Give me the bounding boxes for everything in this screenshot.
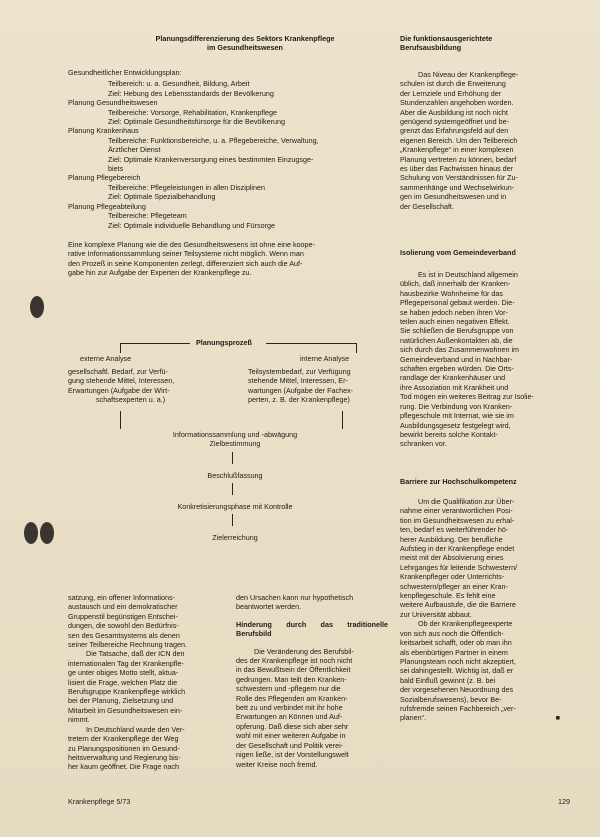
text-line: genügend systemgeöffnet und be- xyxy=(400,117,509,127)
text-line: Pflegepersonal gebaut werden. Die- xyxy=(400,298,515,308)
external-analysis-text xyxy=(68,367,218,405)
text-line: des der Krankenpflege ist noch nicht xyxy=(236,656,353,666)
text-line: Mitarbeit im Gesundheitswesen ein- xyxy=(68,705,183,715)
text-line: bei der Planung, Zielsetzung und xyxy=(68,696,174,706)
text-line: Aufstieg in der Krankenpflege endet xyxy=(400,544,515,554)
text-line: Stundenzahlen angehoben worden. xyxy=(400,98,514,108)
text-line: Sozialberufswesens), bevor Be- xyxy=(400,694,502,704)
text-line: es über das Fachwissen hinaus der xyxy=(400,164,514,174)
text-line: randlage der Krankenhäuser und xyxy=(400,373,506,383)
text-line: der Lernziele und Erhöhung der xyxy=(400,88,502,98)
intro-paragraph xyxy=(68,240,388,278)
connector-internal xyxy=(342,411,343,429)
text-line: weitere Aufbaustufe, die die Barriere xyxy=(400,600,516,610)
text-line: seiner Teilbereiche Rechnung tragen. xyxy=(68,640,187,650)
planning-hierarchy xyxy=(68,68,388,230)
step-goal-line: Zielbestimmung xyxy=(209,439,261,449)
subheading-traditional: Hinderung durch das traditionelle Berufsbild xyxy=(236,619,388,639)
text-line: Krankenpfleger oder Unterrichts- xyxy=(400,572,505,582)
hierarchy-line: Planung Gesundheitswesen xyxy=(68,98,158,108)
section-title-line2: im Gesundheitswesen xyxy=(207,43,283,53)
text-line: Erwartungen an Können und Auf- xyxy=(236,712,343,722)
text-line: der Gesellschaft. xyxy=(400,201,454,211)
hierarchy-line: Planung Pflegebereich xyxy=(68,173,141,183)
process-label: Planungsprozeß xyxy=(196,338,252,347)
text-line: in das Bewußtsein der Öffentlichkeit xyxy=(236,665,351,675)
paragraph-isolation xyxy=(400,270,560,449)
step-information-line: Informationssammlung und -abwägung xyxy=(172,430,298,439)
text-line: natürlichen Außenkontakten ab, die xyxy=(400,335,513,345)
hierarchy-line: Ziel: Hebung des Lebensstandards der Bevölkerung xyxy=(108,88,274,98)
external-line: gesellschaftl. Bedarf, zur Verfü- xyxy=(68,367,168,376)
text-line: ten, bedarf es weiterführender hö- xyxy=(400,525,509,535)
text-line: schwestern und -pflegern nur die xyxy=(236,684,341,694)
process-line-left xyxy=(120,343,190,344)
paragraph-training xyxy=(400,70,560,211)
punch-hole-top xyxy=(30,296,44,318)
internal-analysis-text xyxy=(248,367,398,405)
heading-university-barrier: Barriere zur Hochschulkompetenz xyxy=(400,477,517,486)
step-implementation: Konkretisierungsphase mit Kontrolle xyxy=(177,502,293,511)
step-goal-achieved: Zielerreichung xyxy=(212,533,258,542)
text-line: der vorgesehenen Neuordnung des xyxy=(400,685,514,695)
heading-line: Berufsausbildung xyxy=(400,43,462,53)
hierarchy-line: Ziel: Optimale Gesundheitsfürsorge für die Bevölkerung xyxy=(108,117,285,127)
text-line: zu Planungspositionen im Gesund- xyxy=(68,743,180,753)
heading-vocational-training xyxy=(400,34,560,53)
text-line: internationalen Tag der Krankenpfle- xyxy=(68,658,184,668)
text-line: rufsfremde seinen Fachbereich „ver- xyxy=(400,703,516,713)
text-line: eigenen Bereich. Um den Teilbereich xyxy=(400,135,518,145)
internal-line: perten, z. B. der Krankenpflege) xyxy=(248,395,350,405)
hierarchy-line: Planung Pflegeabteilung xyxy=(68,201,146,211)
text-line: gen im Gesundheitswesen und in xyxy=(400,192,507,202)
text-line: als ebenbürtigen Partner in einem xyxy=(400,647,508,657)
hierarchy-line: Teilbereich: u. a. Gesundheit, Bildung, Arbeit xyxy=(108,79,250,89)
text-line: schaften ergeben würden. Die Orts- xyxy=(400,364,514,374)
hierarchy-line: biets xyxy=(108,164,124,174)
process-tick-left xyxy=(120,343,121,353)
text-line: wohl mit einer weiteren Aufgabe in xyxy=(236,731,346,741)
connector-step1 xyxy=(232,452,233,464)
text-line: bett zu und verbindet mit ihr hohe xyxy=(236,703,343,713)
text-line: Es ist in Deutschland allgemein xyxy=(418,270,518,279)
hierarchy-line: Gesundheitlicher Entwicklungsplan: xyxy=(68,68,182,77)
paragraph-university-barrier xyxy=(400,497,560,723)
text-line: nahme einer verantwortlichen Posi- xyxy=(400,506,513,516)
text-line: weiter Kreise noch fremd. xyxy=(236,759,318,769)
text-line: Aber die Ausbildung ist noch nicht xyxy=(400,107,508,117)
text-line: Die Veränderung des Berufsbil- xyxy=(254,646,354,656)
text-line: opferung. Daß diese sich aber sehr xyxy=(236,721,349,731)
text-line: Um die Qualifikation zur Über- xyxy=(418,497,515,506)
text-line: Schulung von Verständnissen für Zu- xyxy=(400,173,518,183)
text-line: sich durch das Zusammenwohnen im xyxy=(400,345,520,355)
section-title xyxy=(110,34,380,53)
internal-line: stehende Mittel, Interessen, Er- xyxy=(248,376,348,386)
text-line: teilen auch einen negativen Effekt. xyxy=(400,317,510,327)
text-line: Ausbildungsgesetz festgelegt wird, xyxy=(400,420,511,430)
hierarchy-line: Teilbereiche: Funktionsbereiche, u. a. Pflegebereiche, Verwaltung, xyxy=(108,135,319,145)
connector-external xyxy=(120,411,121,429)
text-line: tretern der Krankenpflege der Weg xyxy=(68,734,179,744)
text-line: Gruppenstil begünstigen Entschei- xyxy=(68,611,178,621)
last-line-row xyxy=(400,713,560,722)
text-line: dungen, die sowohl den Bedürfnis- xyxy=(68,621,179,631)
text-line: her kaum geöffnet. Die Frage nach xyxy=(68,762,179,772)
internal-analysis-label: interne Analyse xyxy=(300,354,350,363)
intro-line: gabe hin zur Aufgabe der Experten der Krankenpflege zu. xyxy=(68,268,252,278)
heading-isolation: Isolierung vom Gemeindeverband xyxy=(400,248,516,257)
section-title-line1: Planungsdifferenzierung des Sektors Krankenpflege xyxy=(155,34,335,43)
hierarchy-line: Teilbereiche: Pflegeleistungen in allen Disziplinen xyxy=(108,182,266,192)
text-line: pflegeschule mit Internat, wie sie im xyxy=(400,411,514,421)
intro-line: rative Informationssammlung seiner Teilsysteme nicht möglich. Wenn man xyxy=(68,249,304,259)
text-line: satzung, ein offener Informations- xyxy=(68,593,175,602)
connector-step3 xyxy=(232,514,233,526)
text-line: Das Niveau der Krankenpflege- xyxy=(418,70,519,79)
bottom-column-2 xyxy=(236,593,388,769)
text-line: sammenhänge und Wechselwirkun- xyxy=(400,182,515,192)
external-line: schaftsexperten u. a.) xyxy=(96,395,166,405)
text-line: bewirkt bereits solche Kontakt- xyxy=(400,429,498,439)
process-line-right xyxy=(266,343,356,344)
text-line: lisiert die Frage, welchen Platz die xyxy=(68,677,178,687)
step-information xyxy=(150,430,320,449)
step-decision: Beschlußfassung xyxy=(207,471,263,480)
connector-step2 xyxy=(232,483,233,495)
text-line: nimmt. xyxy=(68,715,90,725)
text-line: zur Universität abbaut. xyxy=(400,609,472,619)
text-line: Tod mögen ein weiteres Beitrag zur Isolie- xyxy=(400,392,534,402)
text-line: Sie schließen die Berufsgruppe von xyxy=(400,326,514,336)
footer-journal: Krankenpflege 5/73 xyxy=(68,797,131,806)
text-line: der Gesellschaft und Politik verei- xyxy=(236,740,344,750)
hierarchy-line: Teilbereiche: Vorsorge, Rehabilitation, Krankenpflege xyxy=(108,107,278,117)
hierarchy-line: Ziel: Optimale individuelle Behandlung und Fürsorge xyxy=(108,220,276,230)
text-line: tion im Gesundheitswesen zu erhal- xyxy=(400,515,515,525)
bottom-column-1 xyxy=(68,593,220,772)
text-line: gedrungen. Man teilt den Kranken- xyxy=(236,674,347,684)
text-line: Die Tatsache, daß der ICN den xyxy=(86,649,185,659)
hierarchy-line: Ärztlicher Dienst xyxy=(108,145,161,155)
text-line: sen des Gesamtsystems als denen xyxy=(68,630,180,640)
internal-line: wartungen (Aufgabe der Fachex- xyxy=(248,385,354,395)
hierarchy-line: Ziel: Optimale Spezialbehandlung xyxy=(108,192,216,202)
text-line: kenpflegeschule. Es fehlt eine xyxy=(400,591,496,601)
internal-line: Teilsystembedarf, zur Verfügung xyxy=(248,367,351,376)
text-line: se haben jedoch neben ihren Vor- xyxy=(400,307,508,317)
intro-line: Eine komplexe Planung wie die des Gesundheitswesens ist ohne eine koope- xyxy=(68,240,315,249)
intro-line: den Prozeß in seine Komponenten zerlegt, differenziert sich auch die Auf- xyxy=(68,258,303,268)
text-line: schulen ist durch die Erweiterung xyxy=(400,79,506,89)
text-line: Gemeindeverband und in Nachbar- xyxy=(400,354,513,364)
text-line: bald Einfluß gewinnt (z. B. bei xyxy=(400,675,496,685)
text-line: In Deutschland wurde den Ver- xyxy=(86,724,185,734)
text-line: den Ursachen kann nur hypothetisch xyxy=(236,593,354,602)
punch-hole-bottom-right xyxy=(40,522,54,544)
text-line: planen“. xyxy=(400,713,426,723)
text-line: Rolle des Pflegenden am Kranken- xyxy=(236,693,348,703)
text-line: „Krankenpflege“ in einer komplexen xyxy=(400,145,514,155)
heading-line: Die funktionsausgerichtete xyxy=(400,34,493,43)
text-line: sei dahingestellt. Wichtig ist, daß er xyxy=(400,666,514,676)
text-line: meist mit der Absolvierung eines xyxy=(400,553,504,563)
end-mark: ■ xyxy=(555,713,560,723)
page-number: 129 xyxy=(558,797,570,806)
external-analysis-label: externe Analyse xyxy=(80,354,132,363)
text-line: ihre Assoziation mit Krankheit und xyxy=(400,382,509,392)
text-line: üblich, daß innerhalb der Kranken- xyxy=(400,279,511,289)
text-line: Lehrganges für leitende Schwestern/ xyxy=(400,562,518,572)
text-line: schranken vor. xyxy=(400,439,447,449)
text-line: grenzt das Erfahrungsfeld auf den xyxy=(400,126,509,136)
text-line: Ob der Krankenpflegeexperte xyxy=(418,619,513,629)
hierarchy-line: Ziel: Optimale Krankenversorgung eines bestimmten Einzugsge- xyxy=(108,154,314,164)
text-line: von sich aus noch die Öffentlich- xyxy=(400,628,504,638)
text-line: heitsverwaltung und Regierung bis- xyxy=(68,752,181,762)
text-line: keitsarbeit schafft, oder ob man ihn xyxy=(400,638,512,648)
text-line: hausbezirke Wohnheime für das xyxy=(400,288,503,298)
text-line: Planungsteam noch nicht akzeptiert, xyxy=(400,656,516,666)
text-line: rung. Die Verbindung von Kranken- xyxy=(400,401,513,411)
external-line: gung stehende Mittel, Interessen, xyxy=(68,376,175,386)
text-line: austausch und ein demokratischer xyxy=(68,602,178,612)
process-tick-right xyxy=(356,343,357,353)
text-line: herer Ausbildung. Der berufliche xyxy=(400,534,503,544)
punch-hole-bottom-left xyxy=(24,522,38,544)
text-line: Berufsgruppe Krankenpflege wirklich xyxy=(68,687,186,697)
text-line: ge unter obiges Motto stellt, aktua- xyxy=(68,668,179,678)
text-line: schwestern/pfleger an einer Kran- xyxy=(400,581,508,591)
text-line: Planung vertreten zu können, bedarf xyxy=(400,154,517,164)
hierarchy-line: Teilbereiche: Pflegeteam xyxy=(108,211,187,221)
external-line: Erwartungen (Aufgabe der Wirt- xyxy=(68,385,170,395)
hierarchy-line: Planung Krankenhaus xyxy=(68,126,139,136)
text-line: beantwortet werden. xyxy=(236,602,302,612)
text-line: nigen ließe, ist der Vorstellungswelt xyxy=(236,750,349,760)
